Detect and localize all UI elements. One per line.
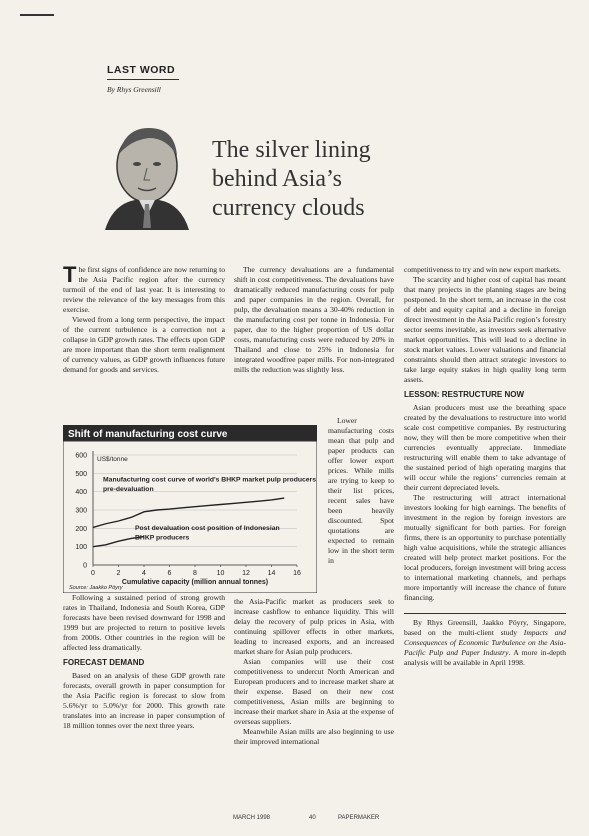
y-tick-label: 600 [75,452,87,460]
paragraph: The currency devaluations are a fundamental shift in cost competitiveness. The devaluations have dramatically reduced manufacturing costs for pulp and paper companies in the region. Overall, for pulp, the devaluation means a 30-40% reduction in the manufacturing cost per tonne in Indonesia. For paper, due to the higher proportion of US dollar costs, manufacturing costs were reduced by 20% in Thailand and close to 25% in Indonesia for integrated woodfree paper mills. For non-integrated mills the reduction was slightly less. [234,265,394,374]
paragraph: Asian companies will use their cost competitiveness to undercut North American and European producers and to increase market share at their expense. Based on their new cost competitiveness, Asian mills are beginning to increase their market share in Asia at the expense of overseas suppliers. [234,657,394,726]
cost-curve-chart [63,425,317,593]
footer-date: MARCH 1998 [233,815,271,821]
paragraph: Viewed from a long term perspective, the impact of the current turbulence is a correction not a collapse in GDP growth rates. The effects upon GDP are more important than the short term realignment of currency values, as GDP growth influences future demand for goods and services. [63,315,225,374]
drop-cap: T [63,262,77,287]
paragraph: Asian producers must use the breathing space created by the devaluations to restructure into world scale cost competitive companies. By restructuring now, they will then be more competitive when their currencies eventually appreciate. Immediate restructuring will enable them to take advantage of the sustained period of high operating margins that will occur while the regions’ currencies remain at their current depreciated levels. [404,403,566,492]
paragraph: competitiveness to try and win new export markets. [404,265,561,274]
article-headline [212,136,412,223]
footer-magazine: PAPERMAKER [338,815,380,821]
series-2-label-cont: BHKP producers [135,534,190,542]
y-tick-label: 300 [75,507,87,515]
x-tick-label: 10 [216,570,225,577]
series-line-1 [93,498,284,527]
series-1-label-cont: pre-devaluation [103,485,154,493]
column-1-top [63,262,225,375]
x-axis-label: Cumulative capacity (million annual tonnes) [121,579,269,586]
paragraph: Based on an analysis of these GDP growth rate forecasts, overall growth in paper consumption for the Asia Pacific region is forecast to slow from 5.6%/yr to 5.0%/yr for 2000. This growth rate translates into an increase in paper consumption of 18 million tonnes over the next three years. [63,671,225,730]
paragraph: Lower manufacturing costs mean that pulp and paper products can offer lower export prices. While mills are trying to keep to their list prices, recent sales have been heavily discounted. Spot quotations are expected to remain low in the short term in [328,416,394,565]
y-tick-label: 100 [75,544,87,552]
x-tick-label: 12 [242,570,250,577]
subheading-restructure: LESSON: RESTRUCTURE NOW [404,390,524,399]
subheading-forecast: FORECAST DEMAND [63,658,145,667]
column-1-bottom [63,593,225,731]
series-2-label: Post devaluation cost position of Indonesian [135,525,280,533]
y-tick-label: 200 [75,525,87,533]
y-axis-label: US$/tonne [97,456,128,463]
paragraph: The scarcity and higher cost of capital has meant that many projects in the planning stages are being postponed. In the short term, an increase in the cost of debt and equity capital and a decline in foreign direct investment in the Asia Pacific region’s forestry sector seems inevitable, as investors seek alternative market opportunities. This will lead to a decline in stock market values. Lower valuations and financial constraints should then attract strategic investors to take large equity stakes in high quality long term assets. [404,275,566,384]
corner-rule [20,14,54,16]
column-2-top [234,265,394,375]
chart-title: Shift of manufacturing cost curve [68,429,228,440]
headline-line-3: currency clouds [212,195,365,221]
y-tick-label: 500 [75,470,87,478]
section-label: LAST WORD [107,64,179,80]
paragraph: the Asia-Pacific market as producers seek to increase cashflow to enhance liquidity. This will delay the recovery of pulp prices in Asia, with continuing spillover effects in other markets, leading to increased exports, and an increased market share for Asian pulp producers. [234,597,394,656]
x-tick-label: 8 [193,570,197,577]
x-tick-label: 14 [267,570,276,577]
headline-line-1: The silver lining [212,137,371,163]
series-1-label: Manufacturing cost curve of world's BHKP market pulp producers [103,476,316,484]
intro-paragraph: The first signs of confidence are now returning to the Asia Pacific region after the currency turmoil of the end of last year. It is interesting to review the relevance of the key messages from this exercise. [63,262,225,314]
author-bio: By Rhys Greensill, Jaakko Pöyry, Singapore, based on the multi-client study Impacts and Consequences of Economic Turbulence on the Asia-Pacific Pulp and Paper Industry. A more in-depth analysis will be available in April 1998. [404,613,566,668]
x-tick-label: 2 [116,570,121,577]
paragraph: Meanwhile Asian mills are also beginning to use their improved international [234,727,394,746]
footer-page-number: 40 [309,815,316,821]
paragraph: The restructuring will attract international investors looking for high earnings. The benefits of investment in the region by foreign investors are mutually significant for both parties. For foreign firms, there is an opportunity to purchase potentially high value acquisitions, while the strategic alliances created will help protect market positions. For the local producers, foreign investment will bring access to international marketing channels, and perhaps more importantly will increase the chance of future financing. [404,493,566,602]
x-tick-label: 16 [293,570,301,577]
x-tick-label: 0 [91,570,95,577]
y-tick-label: 0 [83,562,87,570]
chart-source: Source: Jaakko Pöyry [69,585,123,591]
column-2-bottom [234,597,394,747]
byline: By Rhys Greensill [107,85,161,94]
headline-line-2: behind Asia’s [212,166,342,192]
column-3 [404,265,566,668]
paragraph: Following a sustained period of strong growth rates in Thailand, Indonesia and South Korea, GDP forecasts have been revised downward for 1998 and 1999 but are projected to return to positive levels from 2000s. Other countries in the region will be affected less dramatically. [63,593,225,652]
column-2-beside-chart [328,416,394,566]
y-tick-label: 400 [75,489,87,497]
x-tick-label: 6 [167,570,172,577]
author-portrait [95,120,195,230]
x-tick-label: 4 [142,570,146,577]
